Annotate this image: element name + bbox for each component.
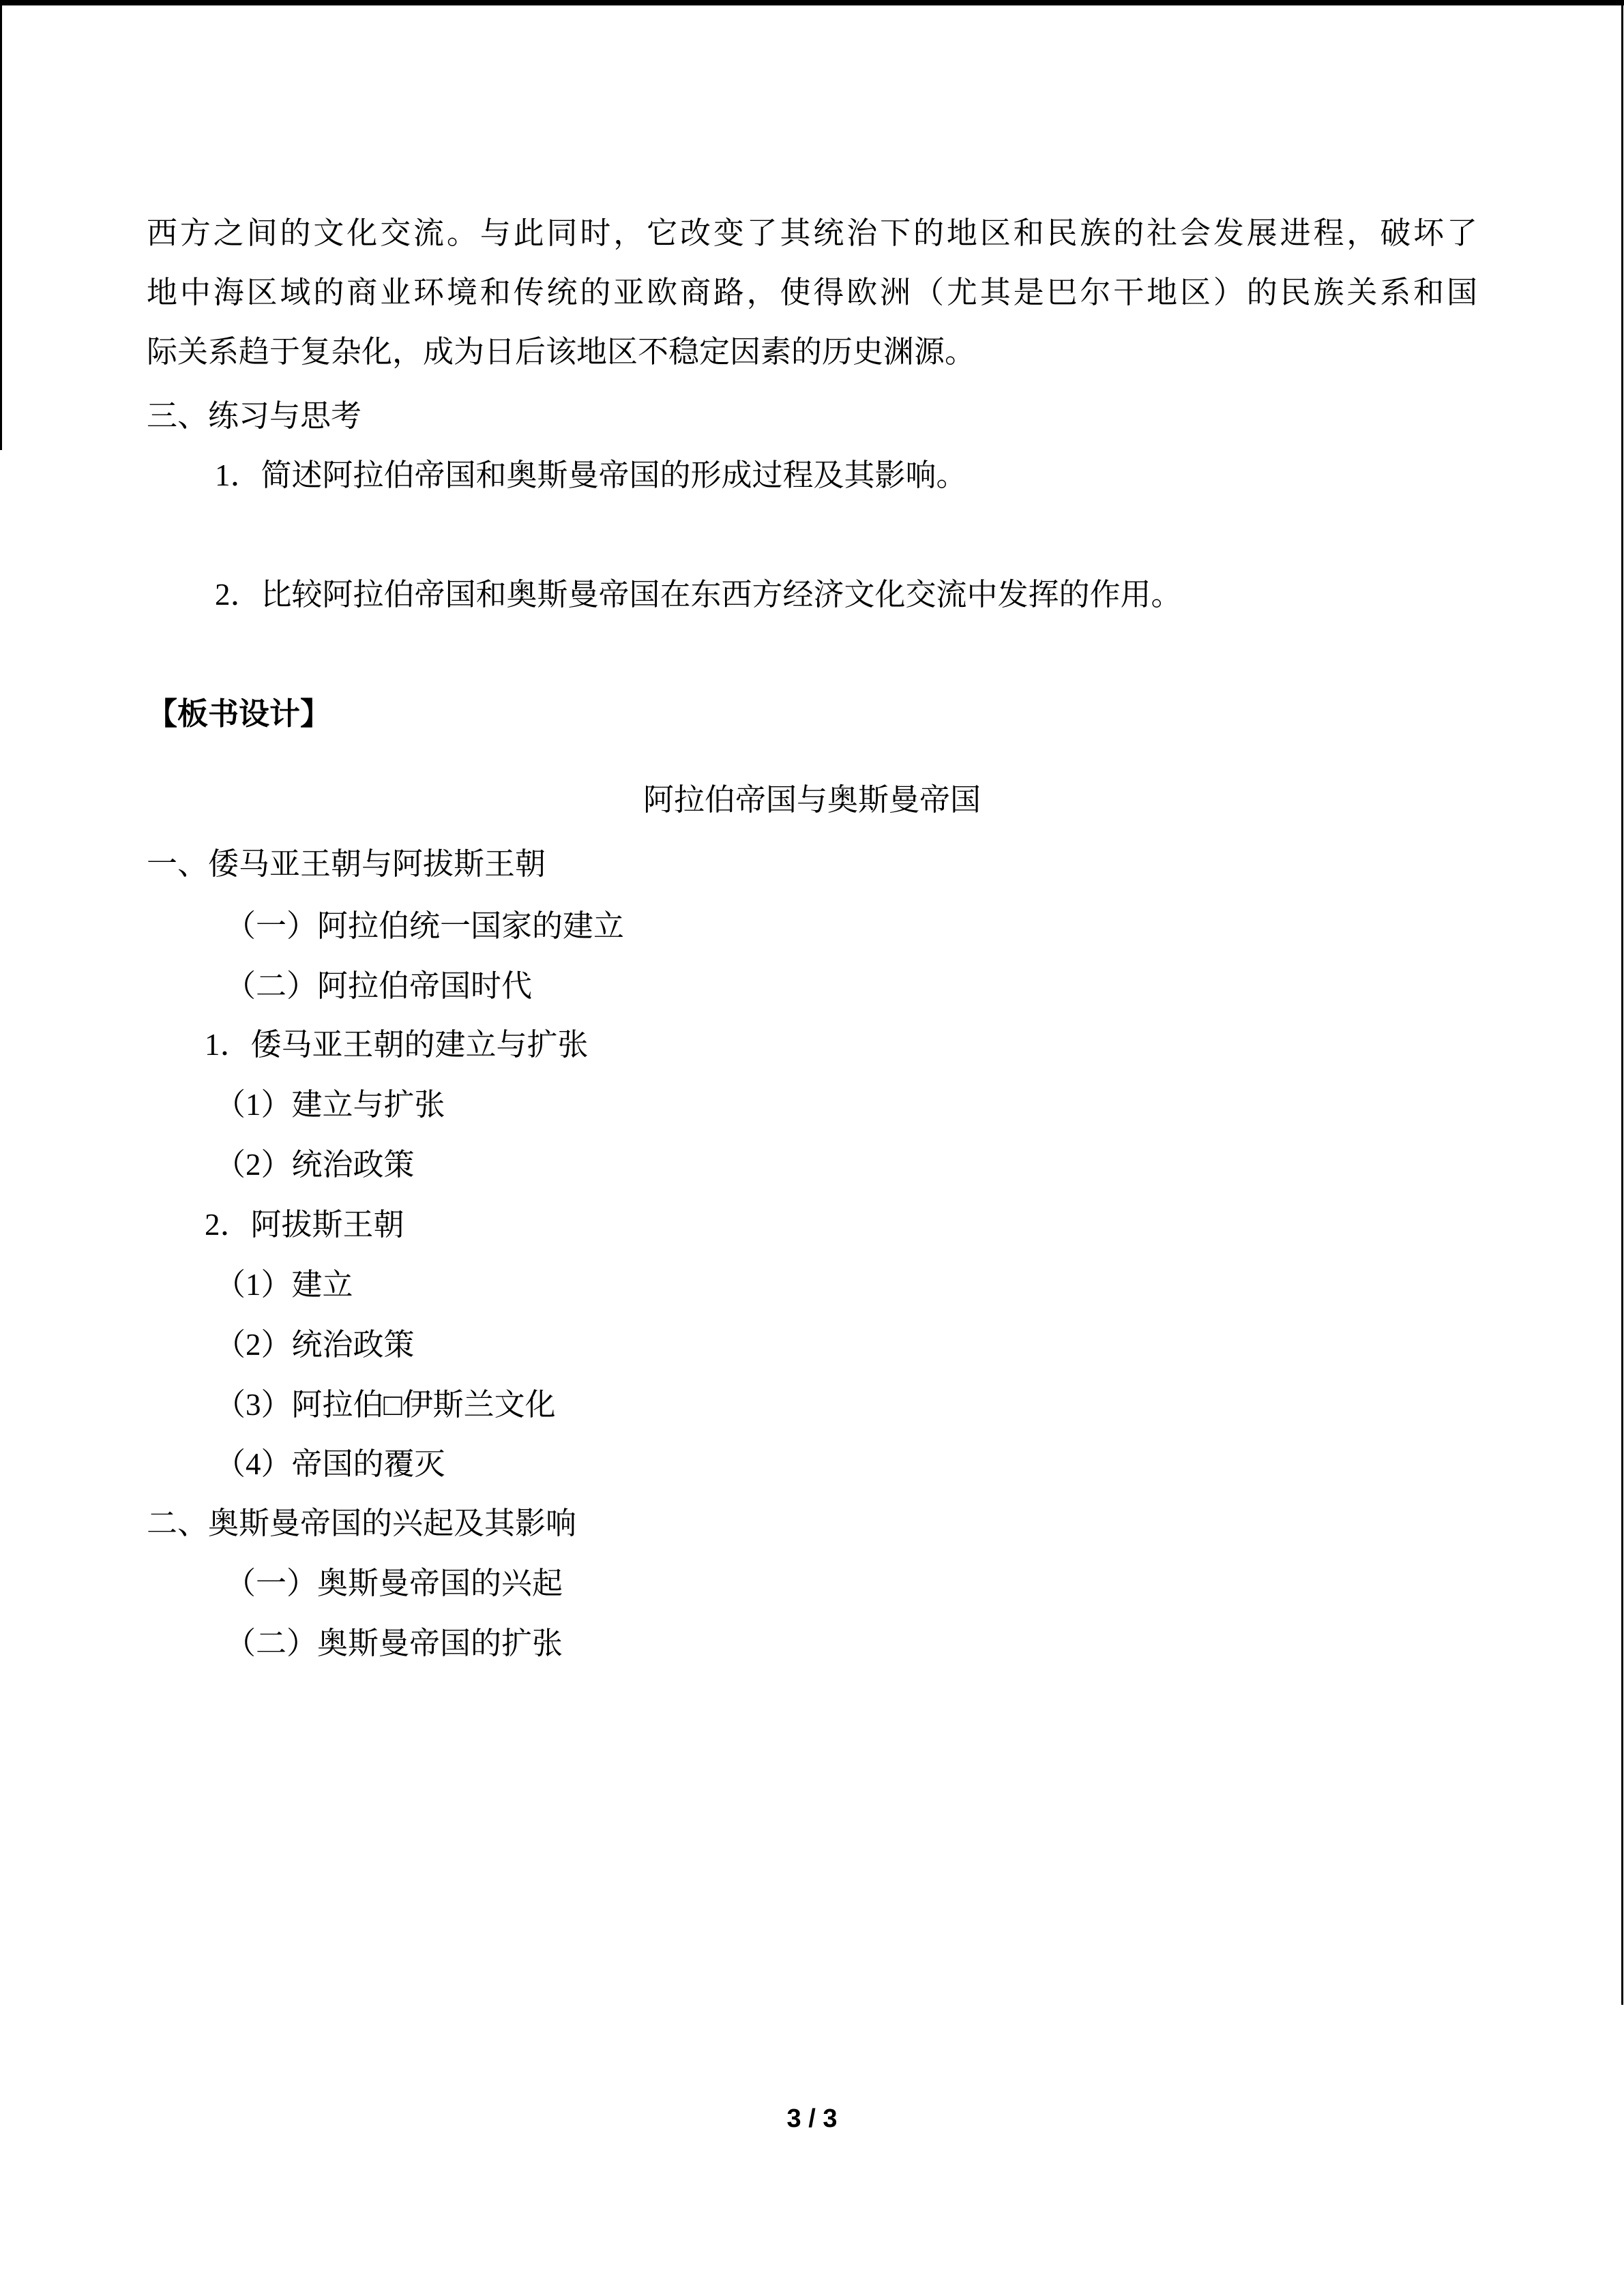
- exercise-item: 2．比较阿拉伯帝国和奥斯曼帝国在东西方经济文化交流中发挥的作用。: [215, 578, 1182, 612]
- outline-item: 1．倭马亚王朝的建立与扩张: [205, 1028, 589, 1062]
- outline-item: （1）建立与扩张: [215, 1088, 445, 1122]
- outline-item: 二、奥斯曼帝国的兴起及其影响: [147, 1506, 577, 1540]
- top-border-bar: [0, 0, 1624, 5]
- outline-item: （二）奥斯曼帝国的扩张: [225, 1626, 563, 1660]
- board-design-heading: 【板书设计】: [147, 697, 331, 731]
- outline-item: （2）统治政策: [215, 1328, 415, 1362]
- outline-item: （1）建立: [215, 1268, 353, 1302]
- outline-item: （一）阿拉伯统一国家的建立: [225, 909, 625, 943]
- exercises-heading: 三、练习与思考: [147, 399, 362, 433]
- left-border-line: [0, 0, 2, 450]
- outline-item: （2）统治政策: [215, 1148, 415, 1182]
- board-title: 阿拉伯帝国与奥斯曼帝国: [643, 783, 981, 817]
- outline-item: （4）帝国的覆灭: [215, 1447, 445, 1481]
- page-number: 3 / 3: [786, 2104, 838, 2133]
- exercise-item: 1．简述阿拉伯帝国和奥斯曼帝国的形成过程及其影响。: [215, 458, 967, 492]
- outline-item: （3）阿拉伯□伊斯兰文化: [215, 1388, 556, 1422]
- paragraph-line: 地中海区域的商业环境和传统的亚欧商路，使得欧洲（尤其是巴尔干地区）的民族关系和国: [147, 275, 1477, 310]
- outline-item: 2．阿拔斯王朝: [205, 1208, 404, 1242]
- right-border-line: [1621, 0, 1623, 2005]
- outline-item: （一）奥斯曼帝国的兴起: [225, 1566, 563, 1600]
- outline-item: （二）阿拉伯帝国时代: [225, 969, 533, 1003]
- paragraph-line: 西方之间的文化交流。与此同时，它改变了其统治下的地区和民族的社会发展进程，破坏了: [147, 216, 1477, 250]
- outline-item: 一、倭马亚王朝与阿拔斯王朝: [147, 847, 546, 881]
- paragraph-line: 际关系趋于复杂化，成为日后该地区不稳定因素的历史渊源。: [147, 335, 976, 369]
